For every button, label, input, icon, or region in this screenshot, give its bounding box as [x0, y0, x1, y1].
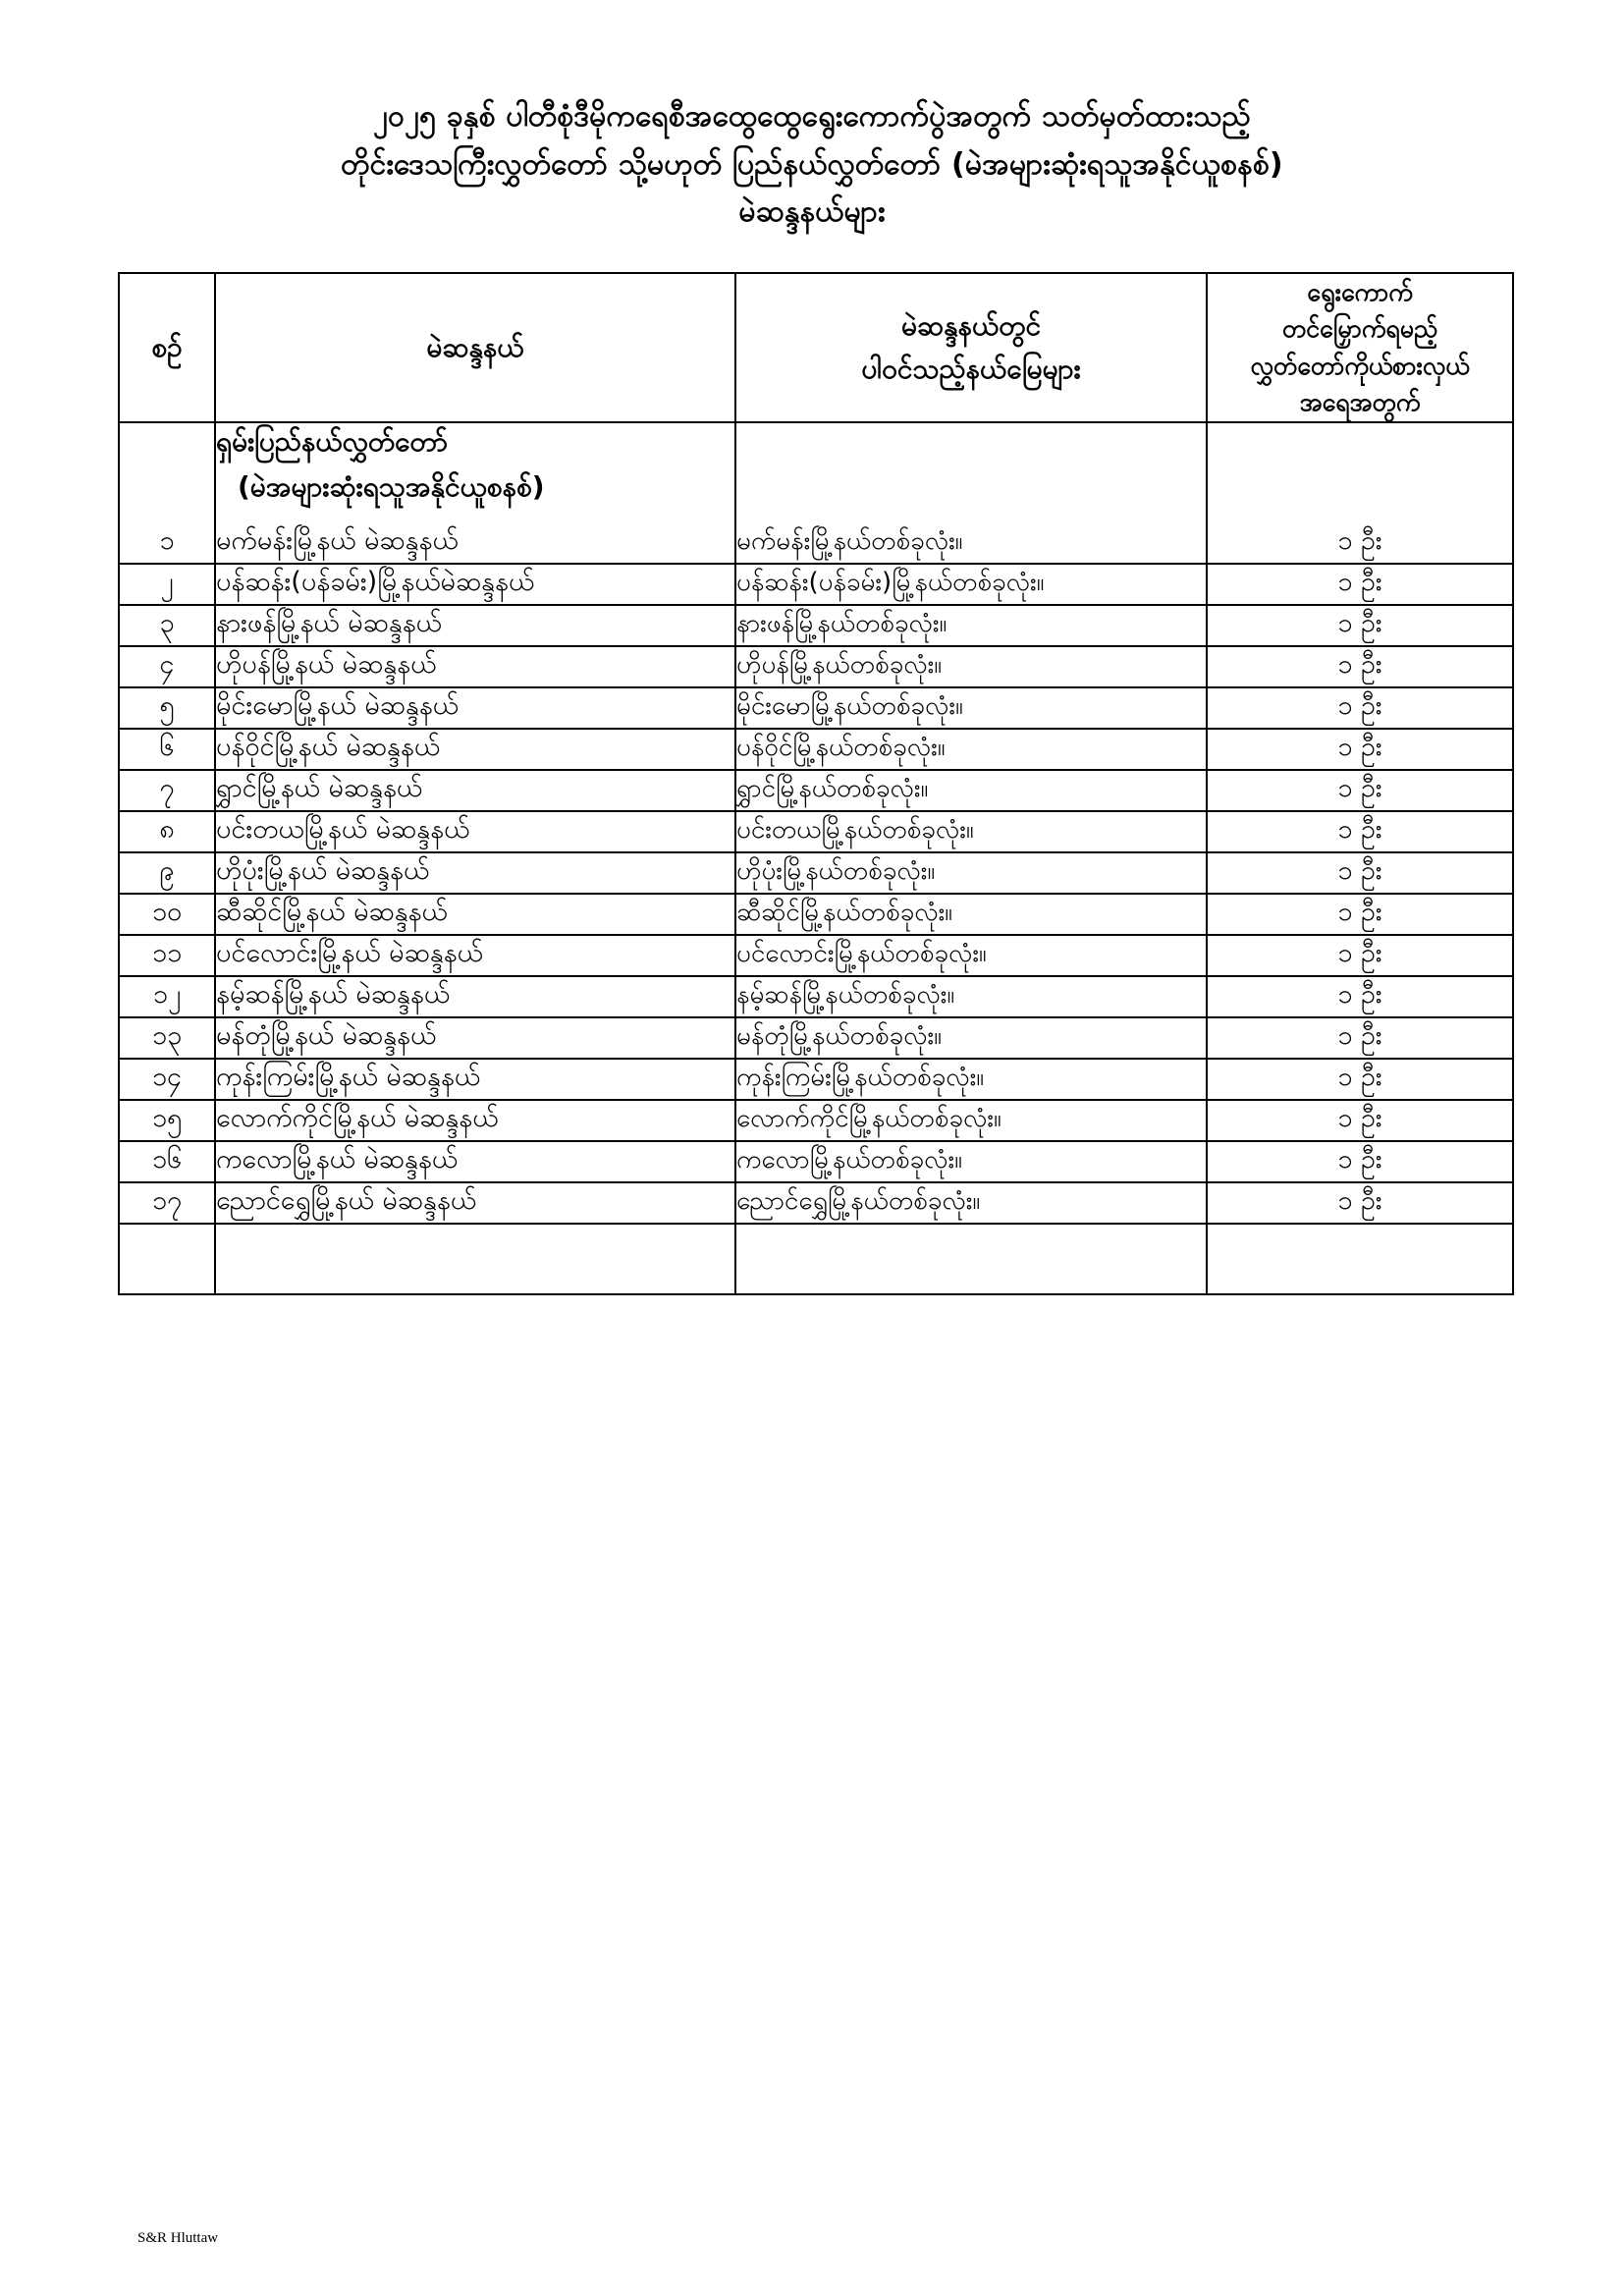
column-header-area-line-2: ပါဝင်သည့်နယ်မြေများ — [861, 352, 1081, 385]
row-no: ၉ — [119, 852, 215, 894]
row-area: နားဖန်မြို့နယ်တစ်ခုလုံး။ — [735, 605, 1207, 646]
row-no: ၁၃ — [119, 1017, 215, 1059]
table-row — [119, 935, 1513, 976]
title-line-2: တိုင်းဒေသကြီးလွှတ်တော် သို့မဟုတ် ပြည်နယ်လွှတ်တော် (မဲအများဆုံးရသူအနိုင်ယူစနစ်) — [341, 146, 1283, 182]
title-line-1: ၂၀၂၅ ခုနှစ် ပါတီစုံဒီမိုကရေစီအထွေထွေရွေးကောက်ပွဲအတွက် သတ်မှတ်ထားသည့် — [373, 99, 1251, 134]
row-count: ၁ ဦး — [1207, 852, 1513, 894]
row-area: ညောင်ရွှေမြို့နယ်တစ်ခုလုံး။ — [735, 1182, 1207, 1224]
column-header-area-line-1: မဲဆန္ဒနယ်တွင် — [901, 309, 1041, 343]
row-constituency: မက်မန်းမြို့နယ် မဲဆန္ဒနယ် — [215, 523, 735, 564]
table-trailing-blank-row — [119, 1224, 1513, 1294]
section-area-cell-2 — [735, 465, 1207, 523]
table-header-row — [119, 273, 1513, 422]
row-constituency: လောက်ကိုင်မြို့နယ် မဲဆန္ဒနယ် — [215, 1100, 735, 1141]
row-count: ၁ ဦး — [1207, 894, 1513, 935]
row-constituency: ညောင်ရွှေမြို့နယ် မဲဆန္ဒနယ် — [215, 1182, 735, 1224]
column-header-count — [1207, 273, 1513, 422]
row-area: ရွှာင်မြို့နယ်တစ်ခုလုံး။ — [735, 770, 1207, 811]
trailing-no-cell — [119, 1224, 215, 1294]
table-row — [119, 605, 1513, 646]
constituency-table — [118, 272, 1514, 1295]
row-area: မန်တုံမြို့နယ်တစ်ခုလုံး။ — [735, 1017, 1207, 1059]
table-row — [119, 894, 1513, 935]
row-area: ဟိုပုံးမြို့နယ်တစ်ခုလုံး။ — [735, 852, 1207, 894]
row-count: ၁ ဦး — [1207, 564, 1513, 605]
row-constituency: နားဖန်မြို့နယ် မဲဆန္ဒနယ် — [215, 605, 735, 646]
row-count: ၁ ဦး — [1207, 770, 1513, 811]
row-count: ၁ ဦး — [1207, 1017, 1513, 1059]
row-constituency: ပင်လောင်းမြို့နယ် မဲဆန္ဒနယ် — [215, 935, 735, 976]
section-count-cell — [1207, 422, 1513, 465]
row-no: ၃ — [119, 605, 215, 646]
row-area: ပန်ဝိုင်မြို့နယ်တစ်ခုလုံး။ — [735, 729, 1207, 770]
row-no: ၁၆ — [119, 1141, 215, 1182]
row-count: ၁ ဦး — [1207, 729, 1513, 770]
trailing-name-cell — [215, 1224, 735, 1294]
row-count: ၁ ဦး — [1207, 687, 1513, 729]
table-row — [119, 729, 1513, 770]
table-body — [119, 422, 1513, 1294]
row-no: ၁၅ — [119, 1100, 215, 1141]
section-count-cell-2 — [1207, 465, 1513, 523]
column-header-count-line-1: ရွေးကောက် — [1307, 277, 1413, 306]
row-no: ၁ — [119, 523, 215, 564]
row-area: လောက်ကိုင်မြို့နယ်တစ်ခုလုံး။ — [735, 1100, 1207, 1141]
section-heading-row-2 — [119, 465, 1513, 523]
row-area: ပင်လောင်းမြို့နယ်တစ်ခုလုံး။ — [735, 935, 1207, 976]
section-no-cell-2 — [119, 465, 215, 523]
row-count: ၁ ဦး — [1207, 1182, 1513, 1224]
column-header-constituency: မဲဆန္ဒနယ် — [215, 273, 735, 422]
row-constituency: ဟိုပန်မြို့နယ် မဲဆန္ဒနယ် — [215, 646, 735, 687]
row-constituency: ပန်ဝိုင်မြို့နယ် မဲဆန္ဒနယ် — [215, 729, 735, 770]
page-title — [174, 93, 1450, 237]
row-no: ၁၂ — [119, 976, 215, 1017]
column-header-count-line-4: အရေအတွက် — [1299, 388, 1421, 417]
table-row — [119, 770, 1513, 811]
column-header-no: စဉ် — [119, 273, 215, 422]
row-constituency: ပန်ဆန်း(ပန်ခမ်း)မြို့နယ်မဲဆန္ဒနယ် — [215, 564, 735, 605]
table-row — [119, 1100, 1513, 1141]
section-heading-row-1 — [119, 422, 1513, 465]
table-row — [119, 523, 1513, 564]
row-count: ၁ ဦး — [1207, 1059, 1513, 1100]
row-constituency: နမ့်ဆန်မြို့နယ် မဲဆန္ဒနယ် — [215, 976, 735, 1017]
column-header-count-line-3: လွှတ်တော်ကိုယ်စားလှယ် — [1250, 351, 1470, 380]
row-constituency: ဟိုပုံးမြို့နယ် မဲဆန္ဒနယ် — [215, 852, 735, 894]
table-row — [119, 1141, 1513, 1182]
row-area: ပန်ဆန်း(ပန်ခမ်း)မြို့နယ်တစ်ခုလုံး။ — [735, 564, 1207, 605]
row-constituency: ရွှာင်မြို့နယ် မဲဆန္ဒနယ် — [215, 770, 735, 811]
row-count: ၁ ဦး — [1207, 1100, 1513, 1141]
trailing-count-cell — [1207, 1224, 1513, 1294]
row-area: နမ့်ဆန်မြို့နယ်တစ်ခုလုံး။ — [735, 976, 1207, 1017]
row-count: ၁ ဦး — [1207, 976, 1513, 1017]
row-count: ၁ ဦး — [1207, 605, 1513, 646]
row-no: ၁၀ — [119, 894, 215, 935]
table-header — [119, 273, 1513, 422]
row-no: ၄ — [119, 646, 215, 687]
row-no: ၅ — [119, 687, 215, 729]
row-count: ၁ ဦး — [1207, 811, 1513, 852]
row-area: မက်မန်းမြို့နယ်တစ်ခုလုံး။ — [735, 523, 1207, 564]
column-header-area — [735, 273, 1207, 422]
row-count: ၁ ဦး — [1207, 646, 1513, 687]
table-row — [119, 1059, 1513, 1100]
row-area: မိုင်းမောမြို့နယ်တစ်ခုလုံး။ — [735, 687, 1207, 729]
row-area: ဟိုပန်မြို့နယ်တစ်ခုလုံး။ — [735, 646, 1207, 687]
row-count: ၁ ဦး — [1207, 1141, 1513, 1182]
table-row — [119, 976, 1513, 1017]
row-constituency: ကလောမြို့နယ် မဲဆန္ဒနယ် — [215, 1141, 735, 1182]
row-area: ကုန်းကြမ်းမြို့နယ်တစ်ခုလုံး။ — [735, 1059, 1207, 1100]
section-heading-line-1: ရှမ်းပြည်နယ်လွှတ်တော် — [215, 422, 735, 465]
row-constituency: ဆီဆိုင်မြို့နယ် မဲဆန္ဒနယ် — [215, 894, 735, 935]
row-no: ၁၇ — [119, 1182, 215, 1224]
row-area: ဆီဆိုင်မြို့နယ်တစ်ခုလုံး။ — [735, 894, 1207, 935]
row-no: ၁၁ — [119, 935, 215, 976]
row-no: ၆ — [119, 729, 215, 770]
row-no: ၂ — [119, 564, 215, 605]
section-heading-line-2: (မဲအများဆုံးရသူအနိုင်ယူစနစ်) — [215, 465, 735, 523]
row-area: ကလောမြို့နယ်တစ်ခုလုံး။ — [735, 1141, 1207, 1182]
trailing-area-cell — [735, 1224, 1207, 1294]
row-constituency: ပင်းတယမြို့နယ် မဲဆန္ဒနယ် — [215, 811, 735, 852]
table-row — [119, 564, 1513, 605]
row-no: ၇ — [119, 770, 215, 811]
footer-text: S&R Hluttaw — [137, 2230, 219, 2246]
column-header-count-line-2: တင်မြှောက်ရမည့် — [1281, 314, 1438, 344]
row-count: ၁ ဦး — [1207, 935, 1513, 976]
title-line-3: မဲဆန္ဒနယ်များ — [738, 194, 886, 230]
section-area-cell — [735, 422, 1207, 465]
table-row — [119, 811, 1513, 852]
row-constituency: မိုင်းမောမြို့နယ် မဲဆန္ဒနယ် — [215, 687, 735, 729]
table-row — [119, 646, 1513, 687]
row-no: ၈ — [119, 811, 215, 852]
row-constituency: မန်တုံမြို့နယ် မဲဆန္ဒနယ် — [215, 1017, 735, 1059]
row-constituency: ကုန်းကြမ်းမြို့နယ် မဲဆန္ဒနယ် — [215, 1059, 735, 1100]
row-no: ၁၄ — [119, 1059, 215, 1100]
row-area: ပင်းတယမြို့နယ်တစ်ခုလုံး။ — [735, 811, 1207, 852]
section-no-cell — [119, 422, 215, 465]
row-count: ၁ ဦး — [1207, 523, 1513, 564]
table-row — [119, 687, 1513, 729]
table-row — [119, 1017, 1513, 1059]
table-row — [119, 852, 1513, 894]
table-row — [119, 1182, 1513, 1224]
